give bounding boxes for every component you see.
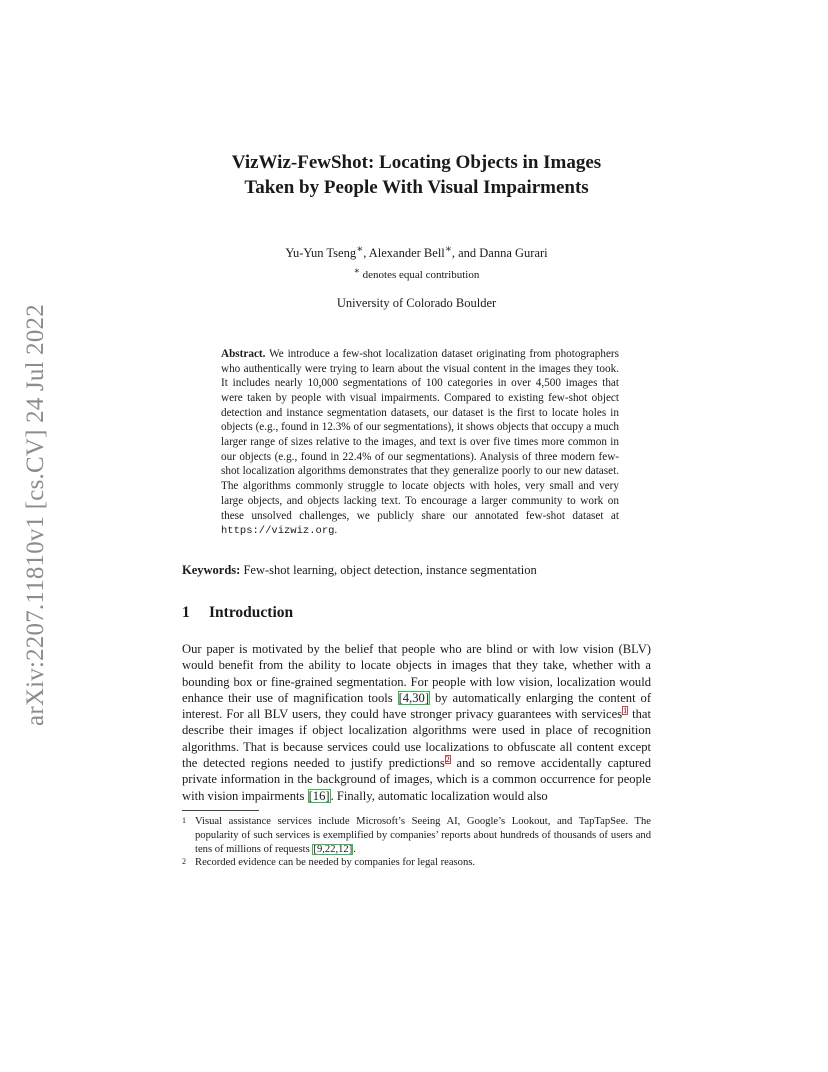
title-line-1: VizWiz-FewShot: Locating Objects in Images: [231, 152, 602, 173]
intro-text-1: Our paper is motivated by the belief that people who are blind or with low vision (BLV) would benefit from the ability to locate objects in images that they take, whether with a bounding box or fine-grained segmentation. For people with low vision, localization would enhance their use of magnification tools: [182, 641, 651, 705]
section-number: 1: [182, 603, 190, 621]
keywords: [182, 562, 651, 579]
equal-contribution-text: denotes equal contribution: [362, 268, 480, 281]
paper-page: [182, 150, 651, 870]
footnote-text: [195, 815, 651, 856]
abstract-text: We introduce a few-shot localization dataset originating from photographers who authentically were trying to learn about the visual content in the images they took. It includes nearly 10,000 segmentations of 100 categories in over 4,500 images that were taken by people with visual impairments. Compared to existing few-shot object detection and instance segmentation datasets, our dataset is the first to locate holes in objects (e.g., found in 12.3% of our segmentations), it shows objects that occupy a much larger range of sizes relative to the images, and text is over five times more common in our objects (e.g., found in 22.4% of our segmentations). Analysis of three modern few-shot localization algorithms demonstrates that they generalize poorly to our new dataset. The algorithms commonly struggle to locate objects with holes, very small and very large objects, and objects lacking text. To encourage a larger community to work on these unsolved challenges, we publicly share our annotated few-shot dataset at: [221, 347, 619, 522]
abstract-label: Abstract.: [221, 347, 266, 360]
affiliation: University of Colorado Boulder: [336, 295, 497, 310]
dataset-url-link[interactable]: https://vizwiz.org: [221, 525, 335, 538]
author-conjunction: and: [458, 246, 477, 261]
footnotes: [182, 815, 651, 870]
citation-link[interactable]: [9,22,12]: [313, 843, 353, 855]
author-2: Alexander Bell: [368, 246, 445, 261]
title-line-2: Taken by People With Visual Impairments: [244, 177, 589, 198]
author-list: Yu-Yun Tseng∗, Alexander Bell∗, and Danna Gurari ∗ denotes equal contribution: [285, 244, 548, 281]
equal-mark-note: ∗: [353, 265, 360, 276]
arxiv-stamp-text: arXiv:2207.11810v1 [cs.CV] 24 Jul 2022: [22, 304, 50, 726]
footnote-divider: [182, 810, 259, 811]
intro-text-3: that describe their images if object localization algorithms were used in place of recognition algorithms. That is because services could use localizations to obfuscate all content except the detected regions needed to justify predictions: [182, 707, 651, 771]
footnote-ref-2[interactable]: 2: [445, 754, 450, 764]
intro-text-4: and so remove accidentally captured private information in the background of images, which is a common occurrence for people with vision impairments: [182, 756, 651, 803]
intro-paragraph: [182, 641, 651, 804]
intro-text-5: . Finally, automatic localization would also: [330, 788, 548, 803]
footnote-mark: 1: [182, 815, 186, 825]
abstract-end: .: [334, 524, 338, 537]
equal-mark-2: ∗: [444, 244, 452, 255]
equal-contribution-note: [353, 265, 480, 281]
footnote-1: [182, 815, 651, 856]
paper-title: [182, 150, 651, 200]
section-heading: [182, 603, 651, 623]
footnote-end: .: [353, 843, 356, 855]
citation-link[interactable]: [16]: [308, 788, 330, 803]
abstract: [221, 347, 619, 539]
footnote-2: [182, 856, 651, 870]
section-title: Introduction: [209, 603, 294, 621]
arxiv-stamp: [14, 300, 58, 730]
author-3: Danna Gurari: [479, 246, 548, 261]
keywords-text: Few-shot learning, object detection, instance segmentation: [243, 562, 537, 577]
equal-mark-1: ∗: [356, 244, 364, 255]
footnote-mark: 2: [182, 857, 186, 867]
footnote-ref-1[interactable]: 1: [623, 705, 628, 715]
author-1: Yu-Yun Tseng: [285, 246, 357, 261]
keywords-label: Keywords:: [182, 562, 241, 577]
footnote-text: Recorded evidence can be needed by companies for legal reasons.: [195, 857, 476, 869]
footnote-body: Visual assistance services include Microsoft’s Seeing AI, Google’s Lookout, and TapTapSee. The popularity of such services is exemplified by companies’ reports about hundreds of thousands of users and tens of millions of requests: [195, 815, 651, 855]
citation-link[interactable]: [4,30]: [398, 690, 430, 705]
intro-text-2: by automatically enlarging the content of interest. For all BLV users, they could have stronger privacy guarantees with services: [182, 690, 652, 722]
